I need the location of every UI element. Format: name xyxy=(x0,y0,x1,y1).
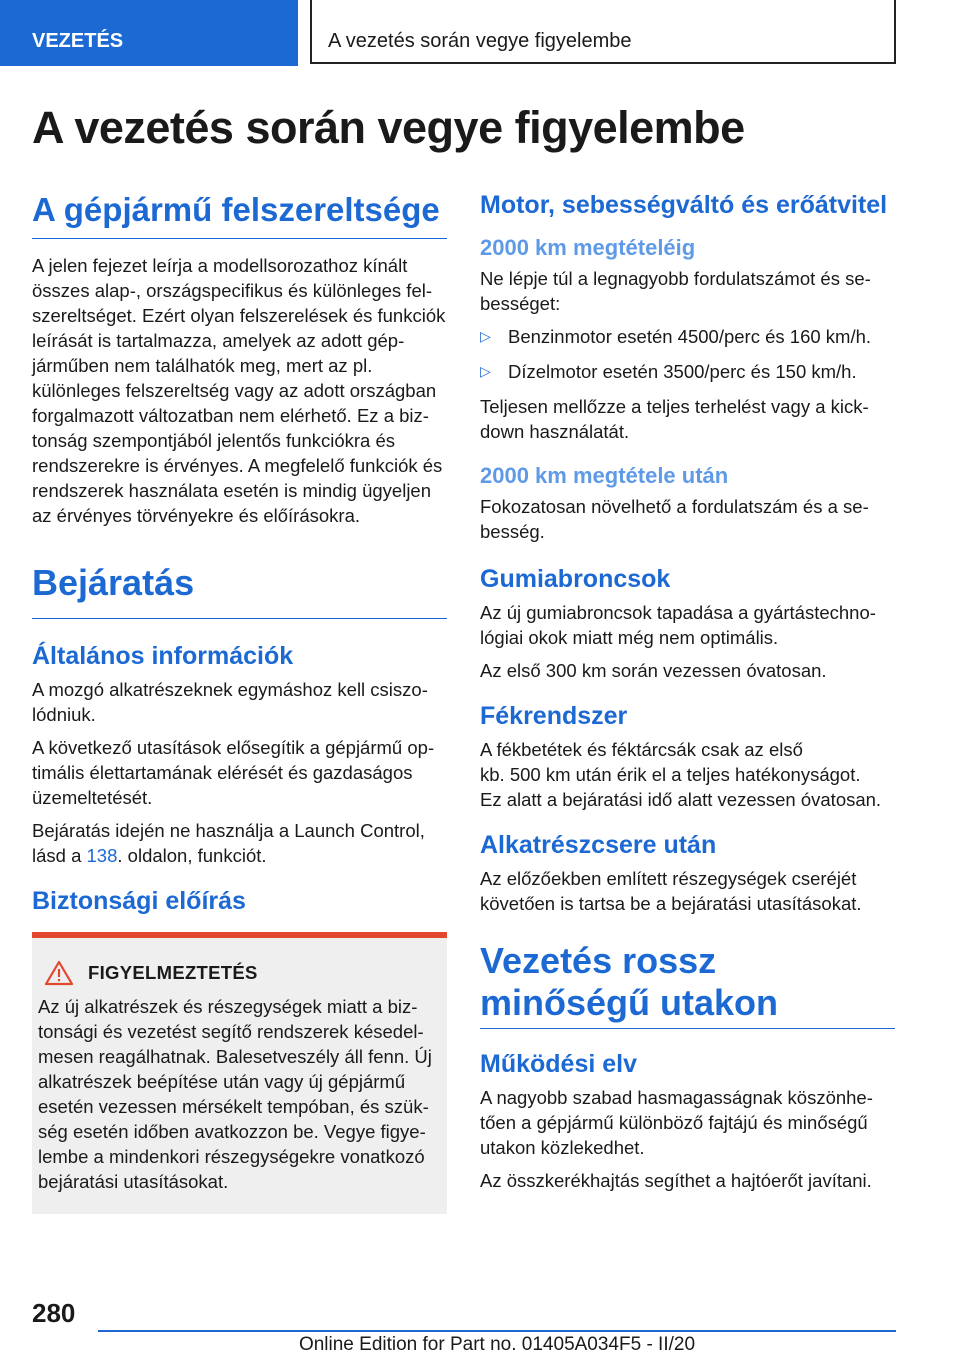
right-column xyxy=(480,190,895,1201)
rough-roads-paragraph-1: A nagyobb szabad hasmagasságnak köszönhetően a gépjármű különböző fajtájú és minőségű utakon közlekedhet. xyxy=(480,1087,873,1158)
section-heading-engine: Motor, sebességváltó és erőátvitel xyxy=(480,191,888,219)
subheading-operating-principle: Működési elv xyxy=(480,1050,637,1078)
section-heading-rough-roads: Vezetés rossz minőségű utakon xyxy=(480,940,895,1029)
list-item: ▷ Benzinmotor esetén 4500/perc és 160 km/h. xyxy=(480,326,872,347)
rpm-limits-list xyxy=(480,324,895,384)
warning-text: Az új alkatrészek és részegységek miatt a biztonsági és vezetést segítő rendszerek késedelmesen reagálhatnak. Balesetveszély áll fenn. Új alkatrészek beépítése után vagy új gépjármű esetén vezessen mérsékelt tempóban, és szükség esetén időben avatkozzon be. Vegye figyelembe a mindenkori részegységekre vonatkozó bejáratási utasításokat. xyxy=(38,996,432,1192)
after-2000km-text: Fokozatosan növelhető a fordulatszám és a sebesség. xyxy=(480,496,869,542)
tyres-paragraph-1: Az új gumiabroncsok tapadása a gyártástechnológiai okok miatt még nem optimális. xyxy=(480,602,876,648)
subheading-tyres: Gumiabroncsok xyxy=(480,565,671,593)
subheading-general-info: Általános információk xyxy=(32,642,294,670)
section-tab: VEZETÉS xyxy=(0,0,298,66)
subheading-safety: Biztonsági előírás xyxy=(32,887,246,915)
page-reference-link[interactable]: 138 xyxy=(86,845,118,866)
triangle-bullet-icon: ▷ xyxy=(480,328,491,344)
breakin-paragraph-3: Bejáratás idején ne használja a Launch Control, lásd a 138. oldalon, funkciót. xyxy=(32,820,425,866)
breadcrumb: A vezetés során vegye figyelembe xyxy=(310,0,896,64)
page-header xyxy=(0,0,960,66)
section-heading-breakin: Bejáratás xyxy=(32,562,447,619)
kickdown-text: Teljesen mellőzze a teljes terhelést vagy a kickdown használatát. xyxy=(480,396,869,442)
after-replacement-text: Az előzőekben említett részegységek cseréjét követően is tartsa be a bejáratási utasításokat. xyxy=(480,868,862,914)
list-item: ▷ Dízelmotor esetén 3500/perc és 150 km/h. xyxy=(480,361,857,382)
subheading-until-2000km: 2000 km megtételéig xyxy=(480,235,696,260)
left-column xyxy=(32,190,447,1214)
page-title: A vezetés során vegye figyelembe xyxy=(32,102,745,153)
subheading-after-2000km: 2000 km megtétele után xyxy=(480,463,729,488)
warning-box xyxy=(32,932,447,1214)
warning-header xyxy=(44,960,437,986)
until-2000km-text: Ne lépje túl a legnagyobb fordulatszámot és sebességet: xyxy=(480,268,871,314)
triangle-bullet-icon: ▷ xyxy=(480,363,491,379)
footer-edition: Online Edition for Part no. 01405A034F5 - II/20 xyxy=(298,1334,696,1355)
warning-triangle-icon xyxy=(44,960,74,986)
breakin-paragraph-2: A következő utasítások elősegítik a gépjármű optimális élettartamának elérését és gazdaságos üzemeltetését. xyxy=(32,737,435,808)
subheading-brakes: Fékrendszer xyxy=(480,702,628,730)
breakin-paragraph-1: A mozgó alkatrészeknek egymáshoz kell csiszolódniuk. xyxy=(32,679,428,725)
rough-roads-paragraph-2: Az összkerékhajtás segíthet a hajtóerőt javítani. xyxy=(480,1170,872,1191)
section-heading-equipment: A gépjármű felszereltsége xyxy=(32,190,447,239)
page-number: 280 xyxy=(32,1298,76,1328)
equipment-paragraph: A jelen fejezet leírja a modellsorozathoz kínált összes alap-, országspecifikus és különleges felszereltséget. Ezért olyan felszerelések és funkciók leírását is tartalmazza, amelyek az adott gépjárműben nem találhatók meg, mert az pl. különleges felszereltség vagy az adott országban forgalmazott változatban nem elérhető. Ez a biztonság szempontjából jelentős funkciókra és rendszerekre is érvényes. A megfelelő funkciók és rendszerek használata esetén is mindig ügyeljen az érvényes törvényekre és előírásokra. xyxy=(32,255,446,526)
tyres-paragraph-2: Az első 300 km során vezessen óvatosan. xyxy=(480,660,827,681)
brakes-paragraph: A fékbetétek és féktárcsák csak az első kb. 500 km után érik el a teljes hatékonyságot. Ez alatt a bejáratási idő alatt vezessen óvatosan. xyxy=(480,739,882,810)
subheading-after-replacement: Alkatrészcsere után xyxy=(480,831,717,859)
warning-title: FIGYELMEZTETÉS xyxy=(88,962,258,983)
